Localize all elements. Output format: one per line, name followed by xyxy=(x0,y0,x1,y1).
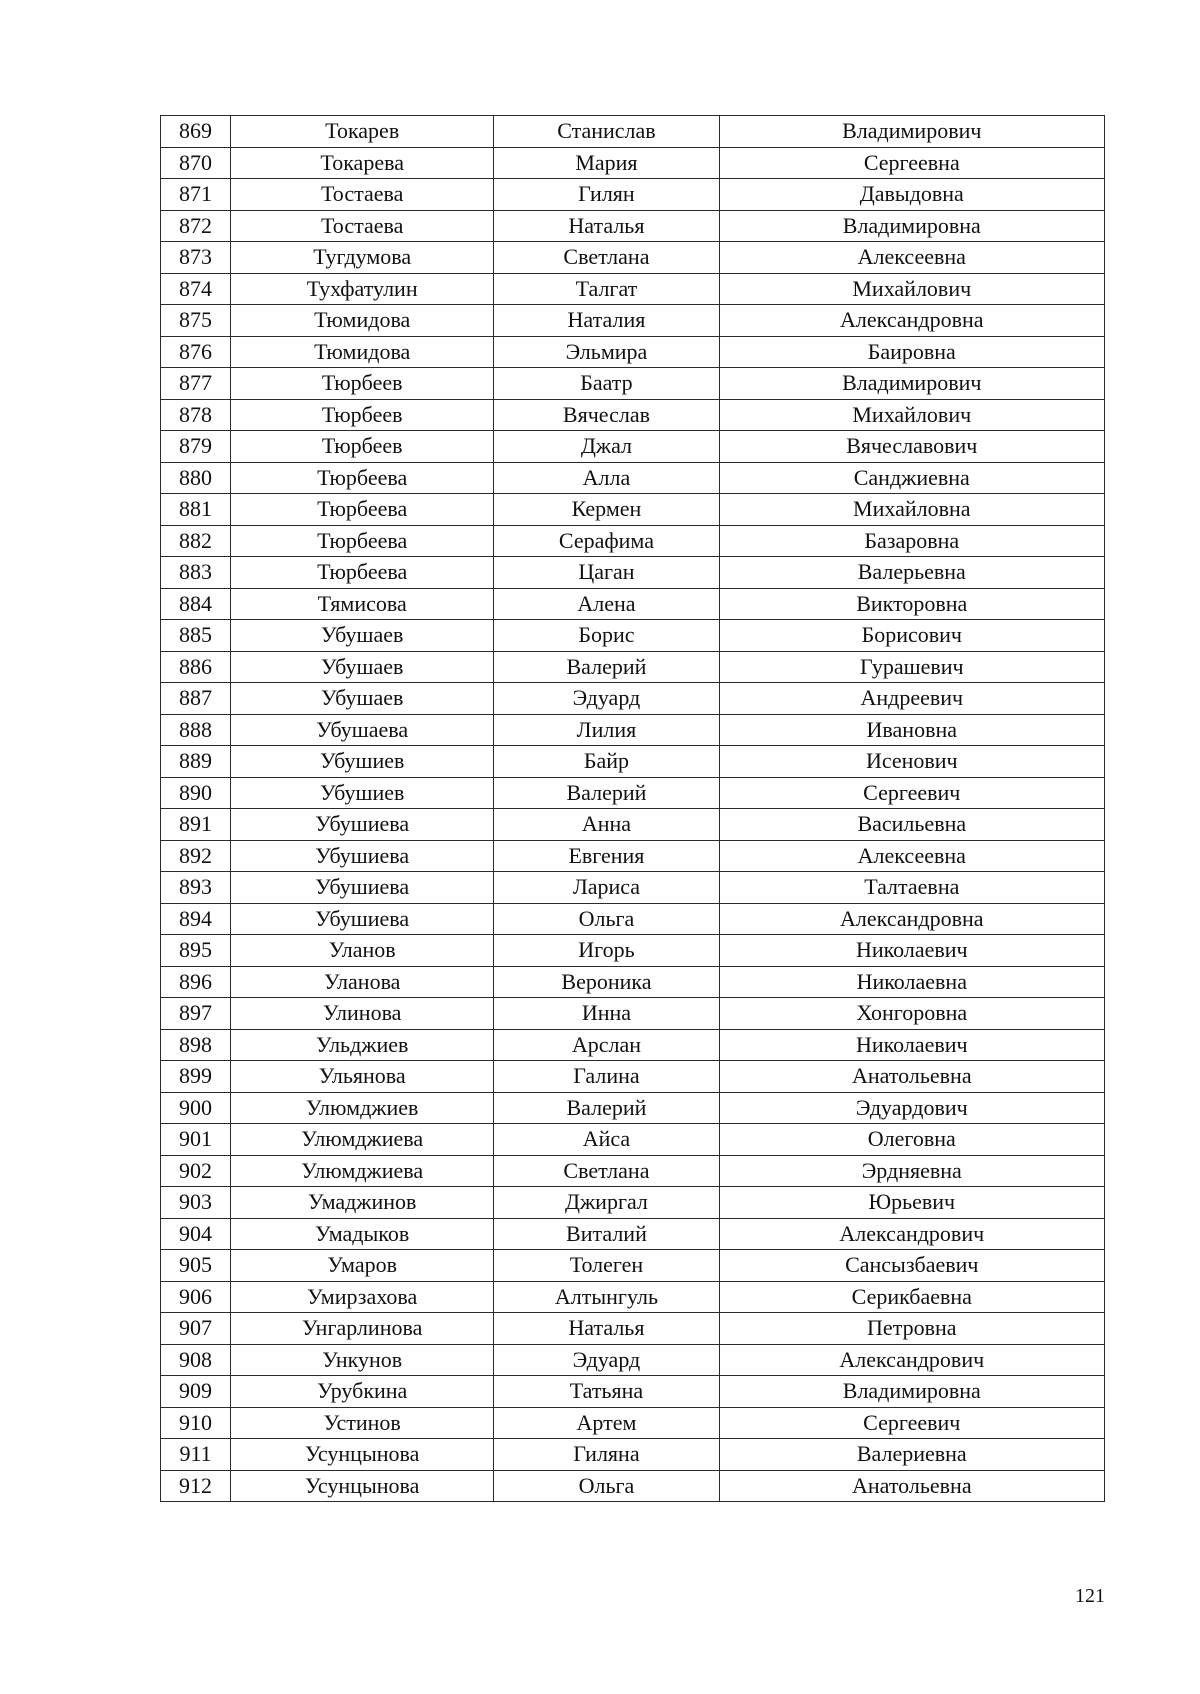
surname-cell: Устинов xyxy=(231,1407,494,1439)
first-name-cell: Наталия xyxy=(494,305,719,337)
first-name-cell: Наталья xyxy=(494,210,719,242)
first-name-cell: Валерий xyxy=(494,651,719,683)
row-number-cell: 891 xyxy=(161,809,231,841)
patronymic-cell: Валерьевна xyxy=(719,557,1104,589)
page-number: 121 xyxy=(1075,1585,1105,1607)
surname-cell: Убушиева xyxy=(231,840,494,872)
names-table-body xyxy=(161,116,1105,1502)
first-name-cell: Лариса xyxy=(494,872,719,904)
first-name-cell: Лилия xyxy=(494,714,719,746)
first-name-cell: Галина xyxy=(494,1061,719,1093)
patronymic-cell: Базаровна xyxy=(719,525,1104,557)
table-row xyxy=(161,714,1105,746)
surname-cell: Тюрбеев xyxy=(231,431,494,463)
surname-cell: Тюрбеева xyxy=(231,557,494,589)
first-name-cell: Алена xyxy=(494,588,719,620)
patronymic-cell: Сергеевич xyxy=(719,1407,1104,1439)
patronymic-cell: Баировна xyxy=(719,336,1104,368)
patronymic-cell: Ивановна xyxy=(719,714,1104,746)
surname-cell: Ульянова xyxy=(231,1061,494,1093)
surname-cell: Убушаева xyxy=(231,714,494,746)
surname-cell: Убушиев xyxy=(231,777,494,809)
first-name-cell: Артем xyxy=(494,1407,719,1439)
surname-cell: Умаджинов xyxy=(231,1187,494,1219)
row-number-cell: 900 xyxy=(161,1092,231,1124)
surname-cell: Убушаев xyxy=(231,620,494,652)
table-row xyxy=(161,746,1105,778)
surname-cell: Унгарлинова xyxy=(231,1313,494,1345)
row-number-cell: 895 xyxy=(161,935,231,967)
surname-cell: Усунцынова xyxy=(231,1439,494,1471)
table-row xyxy=(161,903,1105,935)
patronymic-cell: Викторовна xyxy=(719,588,1104,620)
table-row xyxy=(161,273,1105,305)
first-name-cell: Инна xyxy=(494,998,719,1030)
table-row xyxy=(161,431,1105,463)
table-row xyxy=(161,336,1105,368)
row-number-cell: 869 xyxy=(161,116,231,148)
first-name-cell: Эдуард xyxy=(494,683,719,715)
patronymic-cell: Анатольевна xyxy=(719,1061,1104,1093)
table-row xyxy=(161,147,1105,179)
patronymic-cell: Сансызбаевич xyxy=(719,1250,1104,1282)
surname-cell: Улюмджиева xyxy=(231,1155,494,1187)
first-name-cell: Анна xyxy=(494,809,719,841)
patronymic-cell: Юрьевич xyxy=(719,1187,1104,1219)
row-number-cell: 888 xyxy=(161,714,231,746)
surname-cell: Убушаев xyxy=(231,683,494,715)
patronymic-cell: Хонгоровна xyxy=(719,998,1104,1030)
row-number-cell: 880 xyxy=(161,462,231,494)
table-row xyxy=(161,242,1105,274)
row-number-cell: 883 xyxy=(161,557,231,589)
surname-cell: Уланов xyxy=(231,935,494,967)
row-number-cell: 902 xyxy=(161,1155,231,1187)
surname-cell: Тюрбеева xyxy=(231,525,494,557)
patronymic-cell: Александровна xyxy=(719,903,1104,935)
row-number-cell: 904 xyxy=(161,1218,231,1250)
surname-cell: Умирзахова xyxy=(231,1281,494,1313)
patronymic-cell: Санджиевна xyxy=(719,462,1104,494)
patronymic-cell: Александровна xyxy=(719,305,1104,337)
row-number-cell: 896 xyxy=(161,966,231,998)
row-number-cell: 870 xyxy=(161,147,231,179)
surname-cell: Тюрбеев xyxy=(231,368,494,400)
first-name-cell: Арслан xyxy=(494,1029,719,1061)
patronymic-cell: Владимировна xyxy=(719,210,1104,242)
patronymic-cell: Анатольевна xyxy=(719,1470,1104,1502)
table-row xyxy=(161,809,1105,841)
surname-cell: Токарева xyxy=(231,147,494,179)
table-row xyxy=(161,179,1105,211)
row-number-cell: 903 xyxy=(161,1187,231,1219)
surname-cell: Тугдумова xyxy=(231,242,494,274)
first-name-cell: Джиргал xyxy=(494,1187,719,1219)
patronymic-cell: Петровна xyxy=(719,1313,1104,1345)
surname-cell: Урубкина xyxy=(231,1376,494,1408)
table-row xyxy=(161,1250,1105,1282)
patronymic-cell: Сергеевна xyxy=(719,147,1104,179)
table-row xyxy=(161,1344,1105,1376)
surname-cell: Тюмидова xyxy=(231,305,494,337)
first-name-cell: Ольга xyxy=(494,903,719,935)
first-name-cell: Эльмира xyxy=(494,336,719,368)
row-number-cell: 899 xyxy=(161,1061,231,1093)
table-row xyxy=(161,1313,1105,1345)
row-number-cell: 886 xyxy=(161,651,231,683)
patronymic-cell: Серикбаевна xyxy=(719,1281,1104,1313)
patronymic-cell: Талтаевна xyxy=(719,872,1104,904)
patronymic-cell: Исенович xyxy=(719,746,1104,778)
row-number-cell: 871 xyxy=(161,179,231,211)
first-name-cell: Эдуард xyxy=(494,1344,719,1376)
first-name-cell: Баатр xyxy=(494,368,719,400)
first-name-cell: Кермен xyxy=(494,494,719,526)
surname-cell: Умаров xyxy=(231,1250,494,1282)
patronymic-cell: Михайлович xyxy=(719,399,1104,431)
table-row xyxy=(161,1439,1105,1471)
table-row xyxy=(161,1376,1105,1408)
first-name-cell: Игорь xyxy=(494,935,719,967)
patronymic-cell: Александрович xyxy=(719,1344,1104,1376)
surname-cell: Ульджиев xyxy=(231,1029,494,1061)
surname-cell: Улинова xyxy=(231,998,494,1030)
row-number-cell: 874 xyxy=(161,273,231,305)
row-number-cell: 873 xyxy=(161,242,231,274)
surname-cell: Убушиева xyxy=(231,809,494,841)
table-row xyxy=(161,305,1105,337)
patronymic-cell: Олеговна xyxy=(719,1124,1104,1156)
first-name-cell: Гиляна xyxy=(494,1439,719,1471)
patronymic-cell: Валериевна xyxy=(719,1439,1104,1471)
patronymic-cell: Сергеевич xyxy=(719,777,1104,809)
surname-cell: Убушиев xyxy=(231,746,494,778)
table-row xyxy=(161,1061,1105,1093)
surname-cell: Токарев xyxy=(231,116,494,148)
surname-cell: Улюмджиева xyxy=(231,1124,494,1156)
first-name-cell: Толеген xyxy=(494,1250,719,1282)
row-number-cell: 881 xyxy=(161,494,231,526)
patronymic-cell: Эрдняевна xyxy=(719,1155,1104,1187)
patronymic-cell: Давыдовна xyxy=(719,179,1104,211)
table-row xyxy=(161,966,1105,998)
names-table xyxy=(160,115,1105,1502)
table-row xyxy=(161,872,1105,904)
table-row xyxy=(161,840,1105,872)
first-name-cell: Вячеслав xyxy=(494,399,719,431)
table-row xyxy=(161,368,1105,400)
table-row xyxy=(161,1218,1105,1250)
table-row xyxy=(161,1155,1105,1187)
first-name-cell: Светлана xyxy=(494,1155,719,1187)
table-row xyxy=(161,620,1105,652)
first-name-cell: Алтынгуль xyxy=(494,1281,719,1313)
first-name-cell: Мария xyxy=(494,147,719,179)
surname-cell: Тюмидова xyxy=(231,336,494,368)
row-number-cell: 876 xyxy=(161,336,231,368)
row-number-cell: 877 xyxy=(161,368,231,400)
surname-cell: Умадыков xyxy=(231,1218,494,1250)
first-name-cell: Виталий xyxy=(494,1218,719,1250)
row-number-cell: 906 xyxy=(161,1281,231,1313)
table-row xyxy=(161,1407,1105,1439)
row-number-cell: 890 xyxy=(161,777,231,809)
table-row xyxy=(161,588,1105,620)
row-number-cell: 894 xyxy=(161,903,231,935)
row-number-cell: 872 xyxy=(161,210,231,242)
surname-cell: Тюрбеев xyxy=(231,399,494,431)
row-number-cell: 882 xyxy=(161,525,231,557)
patronymic-cell: Александрович xyxy=(719,1218,1104,1250)
table-row xyxy=(161,1124,1105,1156)
table-row xyxy=(161,683,1105,715)
row-number-cell: 907 xyxy=(161,1313,231,1345)
patronymic-cell: Гурашевич xyxy=(719,651,1104,683)
first-name-cell: Валерий xyxy=(494,777,719,809)
row-number-cell: 911 xyxy=(161,1439,231,1471)
patronymic-cell: Михайлович xyxy=(719,273,1104,305)
first-name-cell: Талгат xyxy=(494,273,719,305)
patronymic-cell: Михайловна xyxy=(719,494,1104,526)
table-row xyxy=(161,1281,1105,1313)
row-number-cell: 875 xyxy=(161,305,231,337)
first-name-cell: Джал xyxy=(494,431,719,463)
first-name-cell: Валерий xyxy=(494,1092,719,1124)
row-number-cell: 908 xyxy=(161,1344,231,1376)
surname-cell: Тюрбеева xyxy=(231,494,494,526)
first-name-cell: Гилян xyxy=(494,179,719,211)
row-number-cell: 885 xyxy=(161,620,231,652)
first-name-cell: Ольга xyxy=(494,1470,719,1502)
first-name-cell: Байр xyxy=(494,746,719,778)
row-number-cell: 901 xyxy=(161,1124,231,1156)
first-name-cell: Алла xyxy=(494,462,719,494)
patronymic-cell: Васильевна xyxy=(719,809,1104,841)
surname-cell: Тямисова xyxy=(231,588,494,620)
table-row xyxy=(161,1470,1105,1502)
table-row xyxy=(161,651,1105,683)
table-row xyxy=(161,557,1105,589)
patronymic-cell: Эдуардович xyxy=(719,1092,1104,1124)
table-row xyxy=(161,399,1105,431)
row-number-cell: 889 xyxy=(161,746,231,778)
row-number-cell: 898 xyxy=(161,1029,231,1061)
first-name-cell: Станислав xyxy=(494,116,719,148)
table-row xyxy=(161,1092,1105,1124)
surname-cell: Тухфатулин xyxy=(231,273,494,305)
surname-cell: Уланова xyxy=(231,966,494,998)
row-number-cell: 892 xyxy=(161,840,231,872)
patronymic-cell: Алексеевна xyxy=(719,840,1104,872)
patronymic-cell: Николаевна xyxy=(719,966,1104,998)
surname-cell: Тюрбеева xyxy=(231,462,494,494)
table-row xyxy=(161,777,1105,809)
first-name-cell: Вероника xyxy=(494,966,719,998)
surname-cell: Усунцынова xyxy=(231,1470,494,1502)
table-row xyxy=(161,494,1105,526)
row-number-cell: 884 xyxy=(161,588,231,620)
surname-cell: Улюмджиев xyxy=(231,1092,494,1124)
first-name-cell: Айса xyxy=(494,1124,719,1156)
row-number-cell: 879 xyxy=(161,431,231,463)
table-row xyxy=(161,525,1105,557)
surname-cell: Убушиева xyxy=(231,903,494,935)
patronymic-cell: Владимировна xyxy=(719,1376,1104,1408)
row-number-cell: 897 xyxy=(161,998,231,1030)
table-row xyxy=(161,116,1105,148)
surname-cell: Убушиева xyxy=(231,872,494,904)
first-name-cell: Евгения xyxy=(494,840,719,872)
surname-cell: Тостаева xyxy=(231,210,494,242)
table-row xyxy=(161,462,1105,494)
table-row xyxy=(161,935,1105,967)
row-number-cell: 887 xyxy=(161,683,231,715)
patronymic-cell: Алексеевна xyxy=(719,242,1104,274)
first-name-cell: Цаган xyxy=(494,557,719,589)
first-name-cell: Серафима xyxy=(494,525,719,557)
table-row xyxy=(161,1187,1105,1219)
patronymic-cell: Борисович xyxy=(719,620,1104,652)
row-number-cell: 912 xyxy=(161,1470,231,1502)
table-row xyxy=(161,1029,1105,1061)
row-number-cell: 878 xyxy=(161,399,231,431)
surname-cell: Убушаев xyxy=(231,651,494,683)
patronymic-cell: Вячеславович xyxy=(719,431,1104,463)
table-row xyxy=(161,998,1105,1030)
row-number-cell: 893 xyxy=(161,872,231,904)
row-number-cell: 909 xyxy=(161,1376,231,1408)
patronymic-cell: Николаевич xyxy=(719,1029,1104,1061)
surname-cell: Тостаева xyxy=(231,179,494,211)
patronymic-cell: Владимирович xyxy=(719,116,1104,148)
first-name-cell: Татьяна xyxy=(494,1376,719,1408)
first-name-cell: Борис xyxy=(494,620,719,652)
first-name-cell: Наталья xyxy=(494,1313,719,1345)
row-number-cell: 910 xyxy=(161,1407,231,1439)
row-number-cell: 905 xyxy=(161,1250,231,1282)
first-name-cell: Светлана xyxy=(494,242,719,274)
table-row xyxy=(161,210,1105,242)
surname-cell: Ункунов xyxy=(231,1344,494,1376)
patronymic-cell: Андреевич xyxy=(719,683,1104,715)
patronymic-cell: Николаевич xyxy=(719,935,1104,967)
patronymic-cell: Владимирович xyxy=(719,368,1104,400)
